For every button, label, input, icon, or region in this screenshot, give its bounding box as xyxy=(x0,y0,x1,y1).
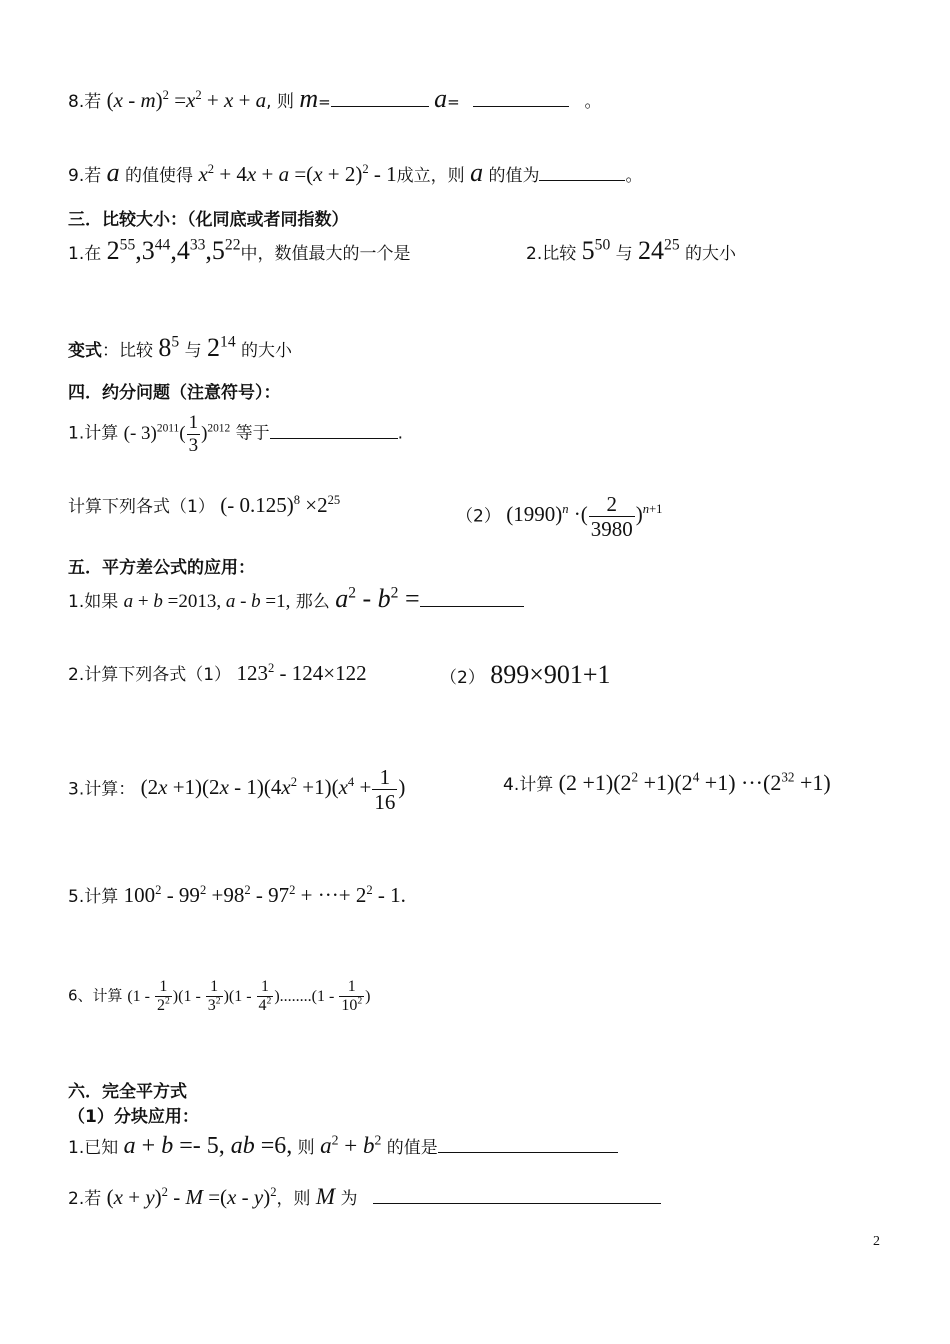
section-5-heading: 五．平方差公式的应用： xyxy=(68,558,255,578)
question-9 xyxy=(68,158,642,188)
q8-answer-blank-m[interactable] xyxy=(331,105,429,107)
s5-question-6 xyxy=(68,978,370,1016)
s5-q3-expression: $(2x +1)(2x - 1)(4x^2 +1)(x^4$ + $\frac{1}{16}$ ) xyxy=(140,765,406,815)
section-6-heading: 六．完全平方式 xyxy=(68,1082,187,1102)
s6-q1-answer-blank[interactable] xyxy=(438,1151,618,1153)
s3-q1-text: 在 xyxy=(84,244,102,264)
s5-q6-expression: (1 - $\frac{1}{2^2}$ )(1 - $\frac{1}{3^2}$ )(1 - $\frac{1}{4^2}$ )........(1 - $\frac{1}{10^2}$ ) xyxy=(127,978,371,1015)
s5-q1-text: 如果 xyxy=(84,592,119,612)
s4-q2-expression-2: $(1990)^n$ ·( $\frac{2}{3980}$ )$^{n+1}$ xyxy=(506,492,663,542)
s6-question-1 xyxy=(68,1133,618,1160)
q8-text: 若 xyxy=(84,92,102,112)
s3-variant-base-2: $2^{14}$ xyxy=(207,333,236,362)
s5-question-2 xyxy=(68,660,367,686)
q9-text-4: 的值为 xyxy=(488,166,540,186)
s5-q3-text: 计算： xyxy=(84,779,136,800)
s4-question-2b xyxy=(456,492,662,541)
s6-q2-equation: $(x + y)^2 - M =(x - y)^2$ xyxy=(106,1185,277,1209)
s5-q4-text: 计算 xyxy=(519,775,554,795)
s6-q2-text: 若 xyxy=(84,1189,102,1209)
s5-question-3 xyxy=(68,765,405,814)
q9-text-3: 成立，则 xyxy=(396,166,465,186)
q8-equation: $(x - m)^2 =x^2 + x + a$ xyxy=(106,88,267,112)
s4-question-2 xyxy=(68,492,340,518)
s5-q1-expression: $a^2 - b^2$ = xyxy=(335,584,420,613)
s5-q1-number: 1. xyxy=(68,592,85,612)
s3-q2-text-3: 的大小 xyxy=(685,244,737,264)
s5-q2-text: 计算下列各式（1） xyxy=(84,665,232,685)
s4-q1-end: . xyxy=(397,423,403,444)
s4-question-1 xyxy=(68,412,403,457)
s3-q1-text-2: 中，数值最大的一个是 xyxy=(240,244,411,264)
section-6-subheading: （1）分块应用： xyxy=(68,1107,199,1127)
s4-q1-expression: (- 3)$^{2011}$( $\frac{1}{3}$ )$^{2012}$ xyxy=(123,412,231,456)
s5-q3-number: 3. xyxy=(68,779,85,800)
s5-q5-text: 计算 xyxy=(84,887,119,907)
s5-q1-answer-blank[interactable] xyxy=(420,605,524,607)
s3-q2-text: 比较 xyxy=(542,244,577,264)
s3-q2-number: 2. xyxy=(526,244,543,264)
s4-q1-text-2: 等于 xyxy=(235,423,270,444)
s3-variant-label: 变式 xyxy=(68,341,102,361)
s6-q2-answer-blank[interactable] xyxy=(373,1202,661,1204)
q9-end: 。 xyxy=(625,166,643,186)
s5-q1-text-2: 那么 xyxy=(295,592,330,612)
s5-q5-expression: $100^2 - 99^2 +98^2 - 97^2$ + ···+ $2^2 - 1$. xyxy=(123,883,406,907)
s3-variant-text: ：比较 xyxy=(102,341,153,361)
q8-end: 。 xyxy=(584,92,602,112)
s6-q1-text: 已知 xyxy=(84,1138,119,1158)
q8-a-var: a xyxy=(434,84,448,113)
s5-q4-number: 4. xyxy=(503,775,520,795)
q9-text-2: 的值使得 xyxy=(125,166,194,186)
s6-q2-text-2: ，则 xyxy=(276,1189,311,1209)
s5-question-4 xyxy=(503,770,831,796)
q8-m-var: m xyxy=(299,84,319,113)
s3-question-2 xyxy=(526,236,736,266)
s5-q1-condition: a + b =2013, a - b =1, xyxy=(123,591,291,612)
s4-q2-text-2: （2） xyxy=(456,506,501,527)
s4-q1-text: 计算 xyxy=(84,423,119,444)
s5-question-1 xyxy=(68,584,524,614)
s6-q1-condition: a + b =- 5, ab =6, xyxy=(123,1133,293,1159)
s5-q4-expression: $(2 +1)(2^2 +1)(2^4 +1) \cdot\cdot\cdot(2^{32} +1)$ xyxy=(558,769,831,795)
s5-q5-number: 5. xyxy=(68,887,85,907)
q9-a-var-2: a xyxy=(470,158,484,187)
s6-q2-text-3: 为 xyxy=(340,1189,358,1209)
s4-q2-text: 计算下列各式（1） xyxy=(68,497,215,517)
s5-q2-text-2: （2） xyxy=(440,668,485,688)
s4-q1-number: 1. xyxy=(68,423,85,444)
s3-q2-base-1: $5^{50}$ xyxy=(581,236,611,265)
s6-q1-number: 1. xyxy=(68,1138,85,1158)
s5-question-5 xyxy=(68,882,406,908)
s3-variant-text-2: 与 xyxy=(184,341,202,361)
s3-q1-expression: $2^{55},3^{44},4^{33},5^{22}$ xyxy=(106,236,241,265)
q9-a-var: a xyxy=(106,158,120,187)
q9-number: 9. xyxy=(68,166,85,186)
s5-q6-text: 6、计算 xyxy=(68,986,123,1005)
s3-variant-base-1: $8^5$ xyxy=(158,333,180,362)
question-8 xyxy=(68,84,602,114)
s3-question-1 xyxy=(68,236,411,266)
s6-q1-text-3: 的值是 xyxy=(386,1138,438,1158)
s6-q2-m-var: M xyxy=(315,1184,336,1209)
q9-text: 若 xyxy=(84,166,102,186)
s6-q2-number: 2. xyxy=(68,1189,85,1209)
page-number: 2 xyxy=(873,1234,880,1249)
s5-question-2b xyxy=(440,660,611,690)
q8-then: , 则 xyxy=(266,92,294,112)
s3-variant-text-3: 的大小 xyxy=(241,341,293,361)
section-4-heading: 四．约分问题（注意符号）： xyxy=(68,383,281,403)
s5-q2-expression-1: $123^2 - 124\times 122$ xyxy=(236,661,367,685)
s3-variant xyxy=(68,333,292,363)
q9-answer-blank[interactable] xyxy=(539,179,625,181)
s6-q1-expression: $a^2 + b^2$ xyxy=(320,1132,382,1158)
q8-eq-sign: = xyxy=(318,93,331,111)
s6-question-2 xyxy=(68,1184,661,1210)
s3-q2-base-2: $24^{25}$ xyxy=(638,236,680,265)
s3-q1-number: 1. xyxy=(68,244,85,264)
q8-eq-sign-2: = xyxy=(447,93,460,111)
s6-q1-text-2: 则 xyxy=(297,1138,315,1158)
q9-equation: $x^2 + 4x + a =(x + 2)^2 - 1$ xyxy=(198,162,397,186)
s5-q2-expression-2: 899×901+1 xyxy=(490,660,611,689)
s4-q1-answer-blank[interactable] xyxy=(270,437,398,439)
q8-number: 8. xyxy=(68,92,85,112)
q8-answer-blank-a[interactable] xyxy=(473,105,569,107)
s4-q2-expression-1: (- $0.125)^8 \times 2^{25}$ xyxy=(220,493,341,517)
s3-q2-text-2: 与 xyxy=(615,244,633,264)
s5-q2-number: 2. xyxy=(68,665,85,685)
section-3-heading: 三．比较大小：（化同底或者同指数） xyxy=(68,210,349,230)
